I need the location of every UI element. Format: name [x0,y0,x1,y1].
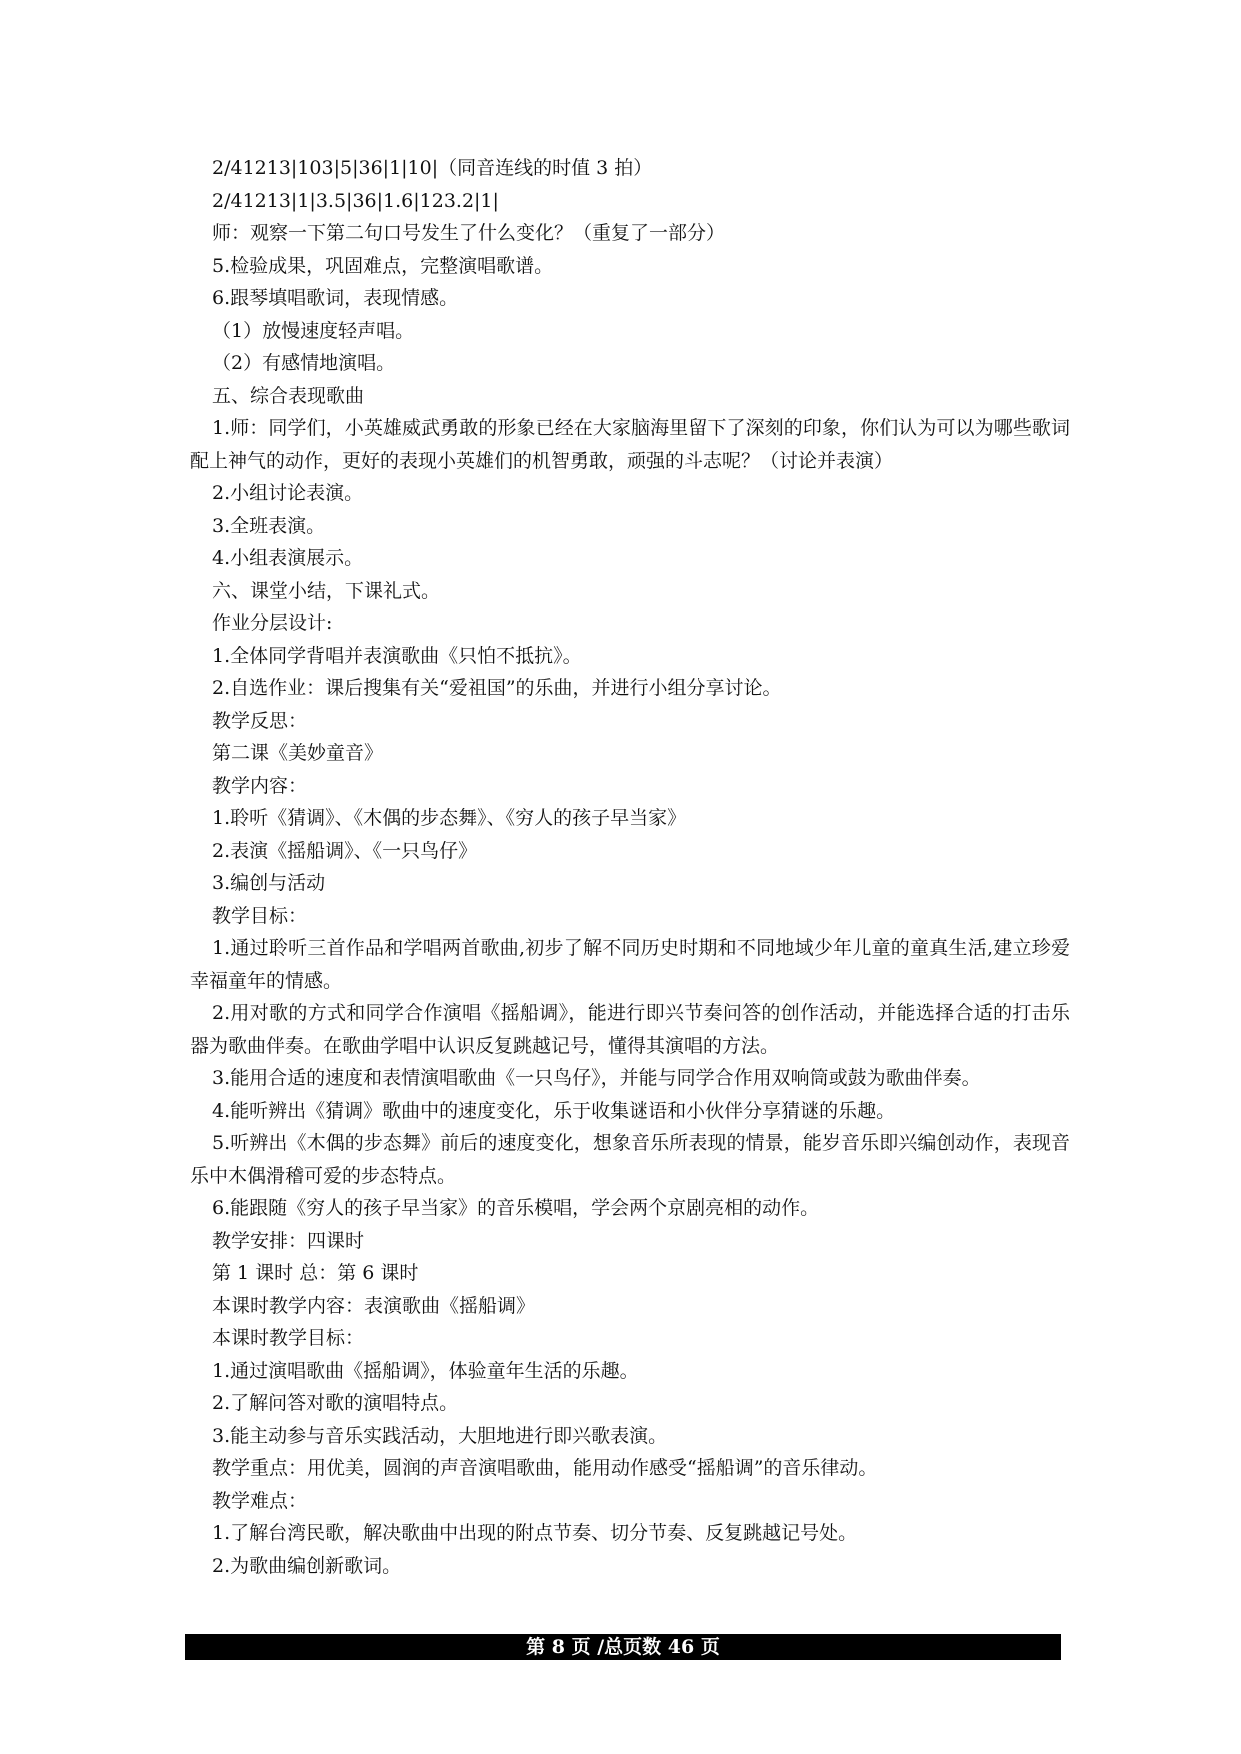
text-paragraph: 1.师：同学们，小英雄威武勇敢的形象已经在大家脑海里留下了深刻的印象，你们认为可以为哪些歌词配上神气的动作，更好的表现小英雄们的机智勇敢，顽强的斗志呢？（讨论并表演） [190,417,1070,472]
text-line: 1.通过演唱歌曲《摇船调》，体验童年生活的乐趣。 [212,1359,639,1382]
text-line: 教学重点：用优美，圆润的声音演唱歌曲，能用动作感受“摇船调”的音乐律动。 [212,1457,878,1479]
section-heading: 五、综合表现歌曲 [212,384,365,407]
text-line: 2.表演《摇船调》、《一只鸟仔》 [212,839,478,862]
document-body [190,152,1070,1582]
text-line: 3.编创与活动 [212,872,326,894]
text-line: 2.小组讨论表演。 [212,482,364,504]
text-line: 师：观察一下第二句口号发生了什么变化？（重复了一部分） [212,222,726,244]
text-line: 2.了解问答对歌的演唱特点。 [212,1392,459,1414]
notation-line: 2/41213|103|5|36|1|10|（同音连线的时值 3 拍） [212,157,653,179]
text-line: 3.能用合适的速度和表情演唱歌曲《一只鸟仔》，并能与同学合作用双响筒或鼓为歌曲伴奏。 [212,1067,981,1089]
text-paragraph: 5.听辨出《木偶的步态舞》前后的速度变化，想象音乐所表现的情景，能岁音乐即兴编创动作，表现音乐中木偶滑稽可爱的步态特点。 [190,1132,1070,1187]
text-paragraph: 1.通过聆听三首作品和学唱两首歌曲,初步了解不同历史时期和不同地域少年儿童的童真生活,建立珍爱幸福童年的情感。 [190,937,1070,992]
text-line: 教学反思： [212,709,308,732]
text-line: 1.聆听《猜调》、《木偶的步态舞》、《穷人的孩子早当家》 [212,807,687,829]
text-line: 教学内容： [212,774,308,797]
text-line: 2.为歌曲编创新歌词。 [212,1554,402,1577]
text-line: 本课时教学目标： [212,1327,365,1349]
text-line: 教学难点： [212,1489,308,1512]
text-line: 6.跟琴填唱歌词，表现情感。 [212,287,459,309]
page-number-label: 第 8 页 /总页数 46 页 [526,1636,720,1658]
text-line: （2）有感情地演唱。 [212,352,396,374]
text-line: 教学安排：四课时 [212,1229,365,1252]
text-line: 6.能跟随《穷人的孩子早当家》的音乐模唱，学会两个京剧亮相的动作。 [212,1197,820,1219]
text-line: 本课时教学内容：表演歌曲《摇船调》 [212,1294,536,1317]
text-line: 4.小组表演展示。 [212,547,364,569]
text-line: 2.自选作业：课后搜集有关“爱祖国”的乐曲，并进行小组分享讨论。 [212,677,782,699]
notation-line: 2/41213|1|3.5|36|1.6|123.2|1| [212,189,499,212]
text-line: （1）放慢速度轻声唱。 [212,319,415,342]
page-footer [185,1634,1061,1660]
text-line: 4.能听辨出《猜调》歌曲中的速度变化，乐于收集谜语和小伙伴分享猜谜的乐趣。 [212,1099,896,1122]
section-heading: 六、课堂小结，下课礼式。 [212,579,441,602]
lesson-title: 第二课《美妙童音》 [212,742,384,764]
text-line: 3.全班表演。 [212,514,326,537]
text-line: 作业分层设计: [212,612,333,634]
text-line: 3.能主动参与音乐实践活动，大胆地进行即兴歌表演。 [212,1424,668,1447]
text-line: 教学目标： [212,904,308,927]
text-line: 第 1 课时 总：第 6 课时 [212,1262,419,1284]
text-line: 1.全体同学背唱并表演歌曲《只怕不抵抗》。 [212,644,582,667]
text-line: 5.检验成果，巩固难点，完整演唱歌谱。 [212,254,554,277]
text-line: 1.了解台湾民歌，解决歌曲中出现的附点节奏、切分节奏、反复跳越记号处。 [212,1522,858,1544]
text-paragraph: 2.用对歌的方式和同学合作演唱《摇船调》，能进行即兴节奏问答的创作活动，并能选择合适的打击乐器为歌曲伴奏。在歌曲学唱中认识反复跳越记号，懂得其演唱的方法。 [190,1002,1070,1057]
